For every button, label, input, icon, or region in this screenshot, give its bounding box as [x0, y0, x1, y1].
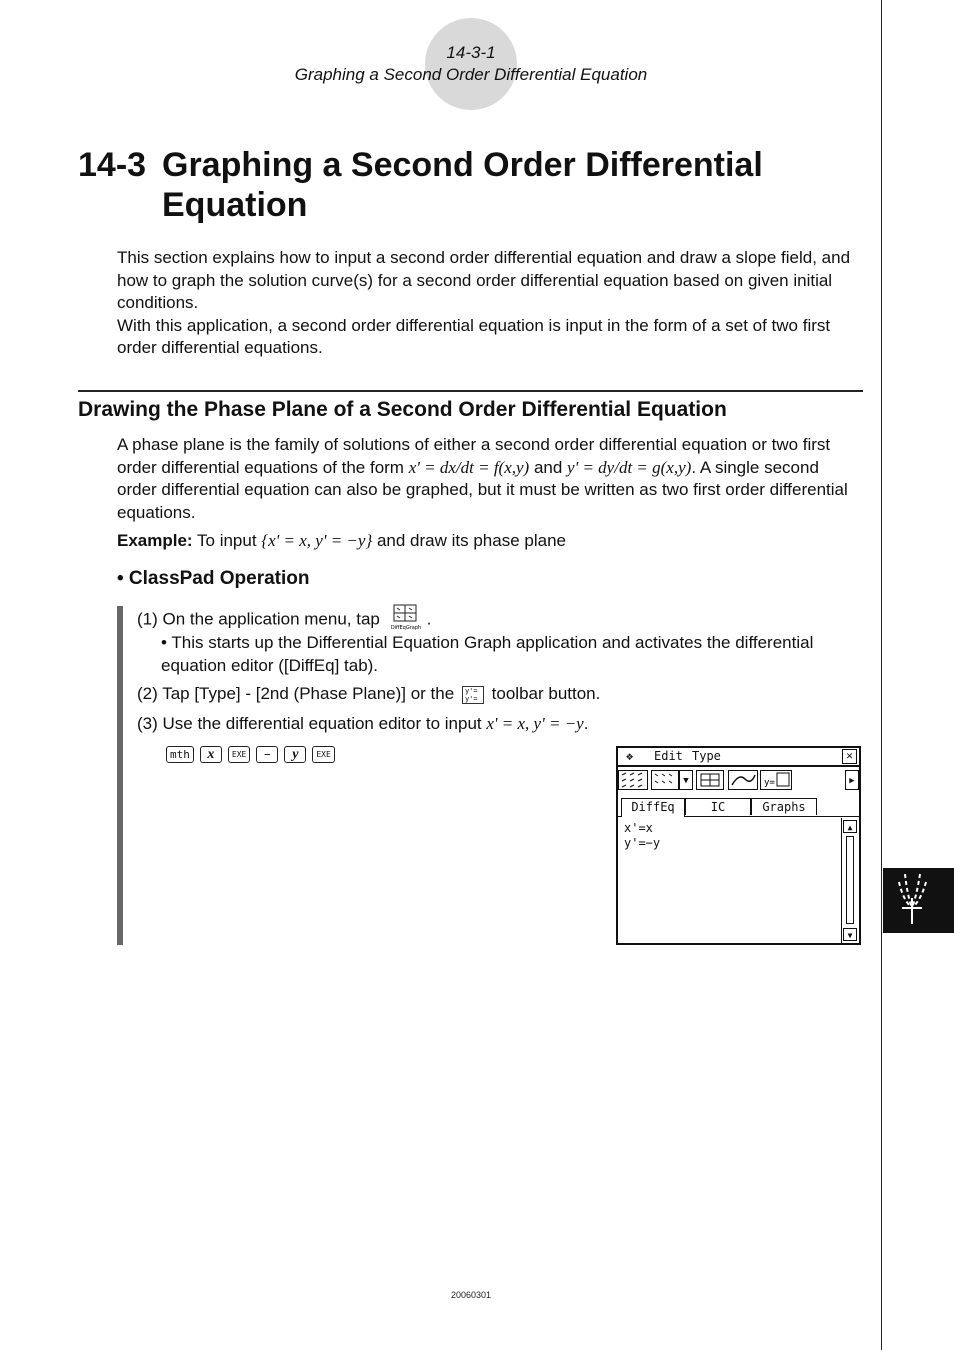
chapter-title [78, 145, 763, 225]
toolbar-scroll-right-icon[interactable]: ▶ [845, 770, 859, 790]
key-x[interactable]: x [200, 746, 222, 763]
running-title: Graphing a Second Order Differential Equation [294, 65, 648, 84]
key-mth[interactable]: mth [166, 746, 194, 763]
key-exe[interactable]: EXE [312, 746, 334, 763]
close-icon[interactable]: ✕ [842, 749, 857, 764]
toolbar [618, 769, 859, 793]
dropdown-arrow-icon[interactable]: ▼ [679, 770, 693, 790]
menu-edit[interactable]: Edit [654, 749, 683, 763]
operation-heading: • ClassPad Operation [117, 568, 310, 589]
classpad-screen [616, 746, 861, 945]
slope-field-icon[interactable] [618, 770, 648, 790]
example-label: Example: [117, 531, 193, 550]
para-text-b: . A single second order differential equation can also be graphed, but it must be written as two first order differential equations. [117, 457, 848, 522]
chapter-number: 14-3 [78, 146, 147, 184]
field-type-icon[interactable] [651, 770, 679, 790]
step-2-text-a: (2) Tap [Type] - [2nd (Phase Plane)] or the [137, 684, 455, 703]
step-1-bullet: • This starts up the Differential Equation Graph application and activates the differential equation editor ([DiffEq] tab). [161, 633, 814, 675]
step-3-text-b: . [583, 714, 589, 733]
equation-x: x' = dx/dt = f(x,y) [408, 457, 530, 477]
step-2-text-b: toolbar button. [491, 684, 601, 703]
page-edge-rule [881, 0, 882, 1350]
para-text-and: and [529, 457, 568, 477]
scroll-down-icon[interactable]: ▼ [843, 928, 857, 941]
example-equation: {x' = x, y' = −y} [261, 531, 373, 550]
para-text-a: A phase plane is the family of solutions of either a second order differential equation or two first order differential equations of the form [117, 435, 831, 477]
intro-paragraph-2: With this application, a second order differential equation is input in the form of a set of two first order differential equations. [117, 315, 831, 357]
step-2 [137, 683, 600, 706]
tab-graphs[interactable]: Graphs [751, 798, 817, 815]
chapter-side-tab [883, 868, 954, 933]
running-header [0, 42, 942, 86]
diffeq-editor[interactable] [624, 821, 660, 851]
key-minus[interactable]: − [256, 746, 278, 763]
chapter-title-line2: Equation [162, 186, 308, 224]
section-rule [78, 390, 863, 392]
example-text-a: To input [192, 531, 262, 550]
phase-plane-toolbar-icon[interactable]: y'= y'= [462, 686, 484, 704]
example-text-b: and draw its phase plane [372, 531, 566, 550]
editor-line[interactable]: y'=−y [624, 836, 661, 850]
chapter-title-line1: Graphing a Second Order Differential [162, 146, 763, 184]
key-exe[interactable]: EXE [228, 746, 250, 763]
step-3-text-a: (3) Use the differential equation editor to input [137, 714, 487, 733]
step-3 [137, 713, 588, 736]
equation-y: y' = dy/dt = g(x,y) [567, 457, 692, 477]
intro [117, 247, 857, 360]
example-line [117, 531, 566, 551]
key-sequence [166, 746, 335, 763]
phase-plane-paragraph [117, 434, 857, 524]
menu-dropdown-icon[interactable]: ❖ [626, 749, 634, 763]
key-y[interactable]: y [284, 746, 306, 763]
view-window-icon[interactable] [696, 770, 724, 790]
svg-text:DiffEqGraph: DiffEqGraph [390, 625, 421, 630]
step-3-equation: x' = x, y' = −y [486, 714, 584, 733]
page-number: 14-3-1 [446, 43, 496, 62]
tab-ic[interactable]: IC [685, 798, 751, 815]
editor-line[interactable]: x'=x [624, 821, 653, 835]
phase-plane-button-icon[interactable] [760, 770, 792, 790]
svg-text:y=: y= [764, 778, 775, 788]
scroll-up-icon[interactable]: ▲ [843, 820, 857, 833]
graph-draw-icon[interactable] [728, 770, 758, 790]
phase-plane-chapter-icon [883, 868, 954, 933]
intro-paragraph-1: This section explains how to input a second order differential equation and draw a slope field, and how to graph the solution curve(s) for a second order differential equation based on given initial conditions. [117, 248, 851, 312]
operation-bar [117, 606, 123, 945]
menu-type[interactable]: Type [692, 749, 721, 763]
footer-code: 20060301 [450, 1290, 492, 1300]
step-1: (1) On the application menu, tap DiffEqGraph . [137, 604, 431, 637]
editor-tabs [618, 797, 859, 817]
step-1-text: (1) On the application menu, tap [137, 609, 380, 629]
scroll-thumb[interactable] [846, 836, 854, 924]
section-title: Drawing the Phase Plane of a Second Order Differential Equation [78, 398, 727, 421]
editor-scrollbar[interactable] [841, 818, 859, 943]
tab-diffeq[interactable]: DiffEq [621, 798, 685, 817]
menu-bar [618, 748, 859, 767]
